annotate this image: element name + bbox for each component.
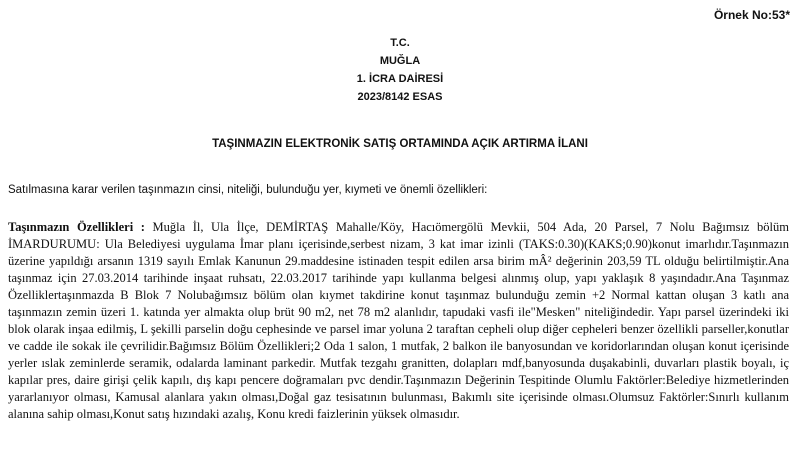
document-title: TAŞINMAZIN ELEKTRONİK SATIŞ ORTAMINDA AÇIK ARTIRMA İLANI	[212, 138, 588, 150]
property-description	[8, 219, 789, 423]
header-case-number: 2023/8142 ESAS	[357, 91, 443, 103]
intro-text: Satılmasına karar verilen taşınmazın cinsi, niteliği, bulunduğu yer, kıymeti ve önemli özellikleri:	[8, 184, 488, 196]
header-office: 1. İCRA DAİRESİ	[356, 73, 444, 85]
property-label: Taşınmazın Özellikleri :	[8, 220, 145, 234]
form-number: Örnek No:53*	[713, 8, 790, 22]
property-text: Muğla İl, Ula İlçe, DEMİRTAŞ Mahalle/Köy, Hacıömergölü Mevkii, 504 Ada, 20 Parsel, 7 Nolu Bağımsız bölüm İMARDURUMU: Ula Belediyesi uygulama İmar planı içerisinde,serbest nizam, 3 kat imar izinli (TAKS:0.30)(KAKS;0.90)konut imarlıdır.Taşınmazın üzerine yapıldığı arsanın 1319 sayılı Emlak Kanunun 29.maddesine istinaden tespit edilen arsa birim mÂ² değerinin 203,59 TL olduğu belirtilmiştir.Ana taşınmaz için 27.03.2014 tarihinde inşaat ruhsatı, 22.03.2017 tarihinde yapı kullanma belgesi alınmış olup, yapı yaklaşık 8 yaşındadır.Ana Taşınmaz Özelliklertaşınmazda B Blok 7 Nolubağımsız bölüm olan kıymet takdirine konut taşınmaz bulunduğu zemin +2 Normal kattan oluşan 3 katlı ana taşınmazın zemin üzeri 1. katında yer almakta olup brüt 90 m2, net 78 m2 alanlıdır, tapudaki vasfi ile"Mesken" niteliğindedir. Yapı parsel üzerindeki iki blok olarak inşaa edilmiş, L şekilli parselin doğu cephesinde ve parsel imar yoluna 2 taraftan cepheli olup diğer cepheleri benzer özellikli parseller,konutlar ve cadde ile sokak ile çevrilidir.Bağımsız Bölüm Özellikleri;2 Oda 1 salon, 1 mutfak, 2 balkon ile banyosundan ve koridorlarından oluşan konut içerisinde yerler ıslak zeminlerde seramik, odalarda laminant parkedir. Mutfak tezgahı granitten, dolapları mdf,banyosunda duşakabinli, duvarları plastik boyalı, iç kapılar pres, daire girişi çelik kapılı, dış kapı pencere doğramaları pvc dendir.Taşınmazın Değerinin Tespitinde Olumlu Faktörler:Belediye hizmetlerinden yararlanıyor olması, Kamusal alanlara yakın olması,Doğal gaz tesisatının bulunması, Bakımlı site içerisinde olması.Olumsuz Faktörler:Sınırlı kullanım alanına sahip olması,Konut satış hızındaki azalış, Konu kredi faizlerinin yüksek olmasıdır.	[8, 220, 789, 421]
document-header	[0, 34, 800, 106]
header-country: T.C.	[390, 37, 410, 49]
header-city: MUĞLA	[379, 55, 421, 67]
